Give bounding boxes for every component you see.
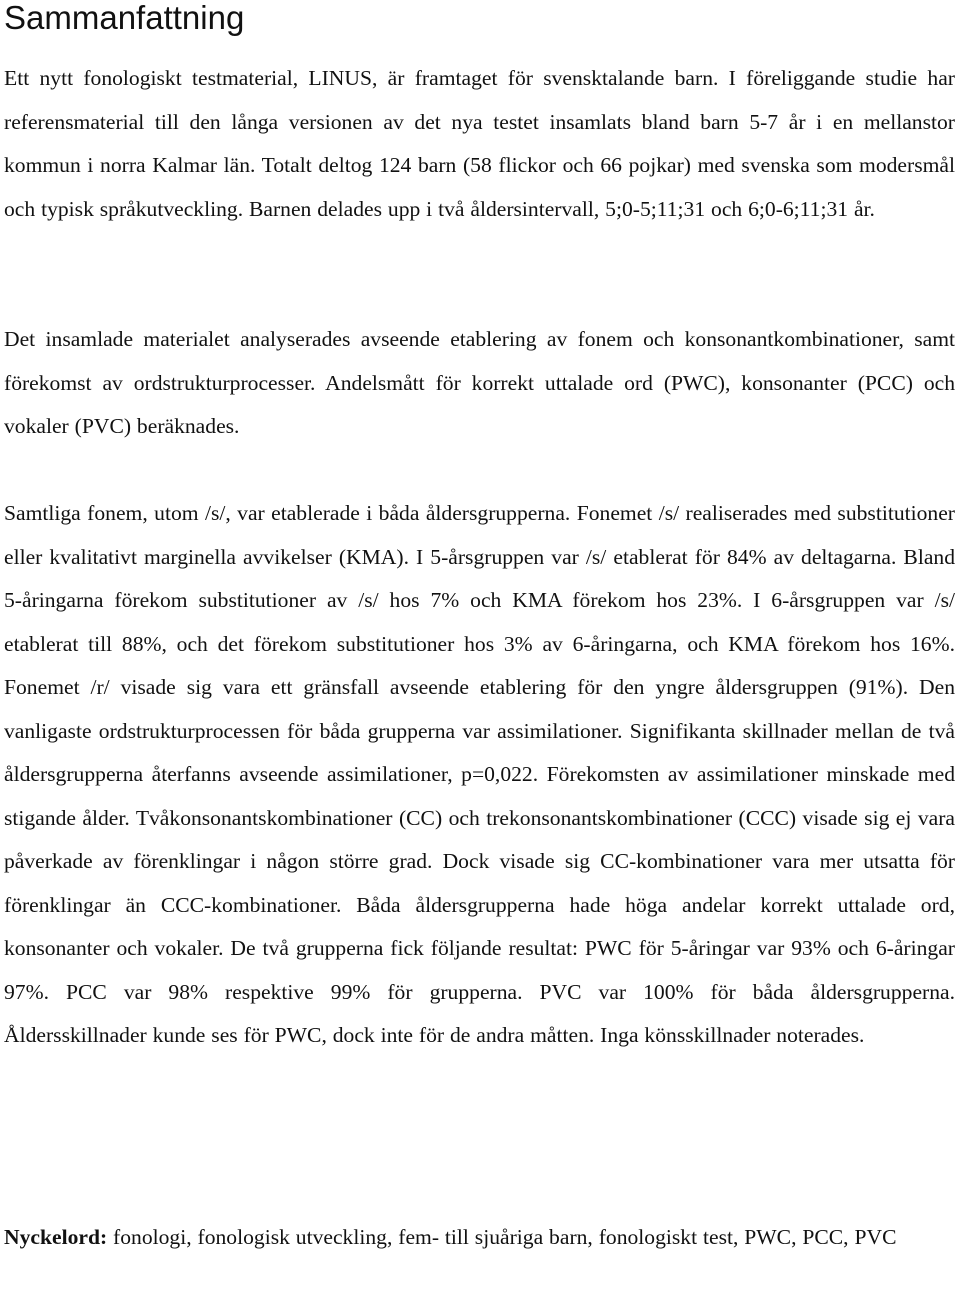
section-heading: Sammanfattning <box>4 0 245 36</box>
keywords-label: Nyckelord: <box>4 1225 108 1249</box>
summary-paragraph-1: Ett nytt fonologiskt testmaterial, LINUS, är framtaget för svensktalande barn. I föreliggande studie har referensmaterial till den långa versionen av det nya testet insamlats bland barn 5-7 år i en mellanstor kommun i norra Kalmar län. Totalt deltog 124 barn (58 flickor och 66 pojkar) med svenska som modersmål och typisk språkutveckling. Barnen delades upp i två åldersintervall, 5;0-5;11;31 och 6;0-6;11;31 år. <box>4 66 955 221</box>
summary-paragraph-3: Samtliga fonem, utom /s/, var etablerade i båda åldersgrupperna. Fonemet /s/ realiserades med substitutioner eller kvalitativt marginella avvikelser (KMA). I 5-årsgruppen var /s/ etablerat för 84% av deltagarna. Bland 5-åringarna förekom substitutioner av /s/ hos 7% och KMA förekom hos 23%. I 6-årsgruppen var /s/ etablerat till 88%, och det förekom substitutioner hos 3% av 6-åringarna, och KMA förekom hos 16%. Fonemet /r/ visade sig vara ett gränsfall avseende etablering för den yngre åldersgruppen (91%). Den vanligaste ordstrukturprocessen för båda grupperna var assimilationer. Signifikanta skillnader mellan de två åldersgrupperna återfanns avseende assimilationer, p=0,022. Förekomsten av assimilationer minskade med stigande ålder. Tvåkonsonantskombinationer (CC) och trekonsonantskombinationer (CCC) visade sig ej vara påverkade av förenklingar i någon större grad. Dock visade sig CC-kombinationer vara mer utsatta för förenklingar än CCC-kombinationer. Båda åldersgrupperna hade höga andelar korrekt uttalade ord, konsonanter och vokaler. De två grupperna fick följande resultat: PWC för 5-åringar var 93% och 6-åringar 97%. PCC var 98% respektive 99% för grupperna. PVC var 100% för båda åldersgrupperna. Åldersskillnader kunde ses för PWC, dock inte för de andra måtten. Inga könsskillnader noterades. <box>4 501 955 1047</box>
summary-paragraph-2: Det insamlade materialet analyserades avseende etablering av fonem och konsonantkombinationer, samt förekomst av ordstrukturprocesser. Andelsmått för korrekt uttalade ord (PWC), konsonanter (PCC) och vokaler (PVC) beräknades. <box>4 327 955 438</box>
keywords-line <box>4 1216 955 1260</box>
keywords-text: fonologi, fonologisk utveckling, fem- till sjuåriga barn, fonologiskt test, PWC, PCC, PVC <box>107 1225 897 1249</box>
